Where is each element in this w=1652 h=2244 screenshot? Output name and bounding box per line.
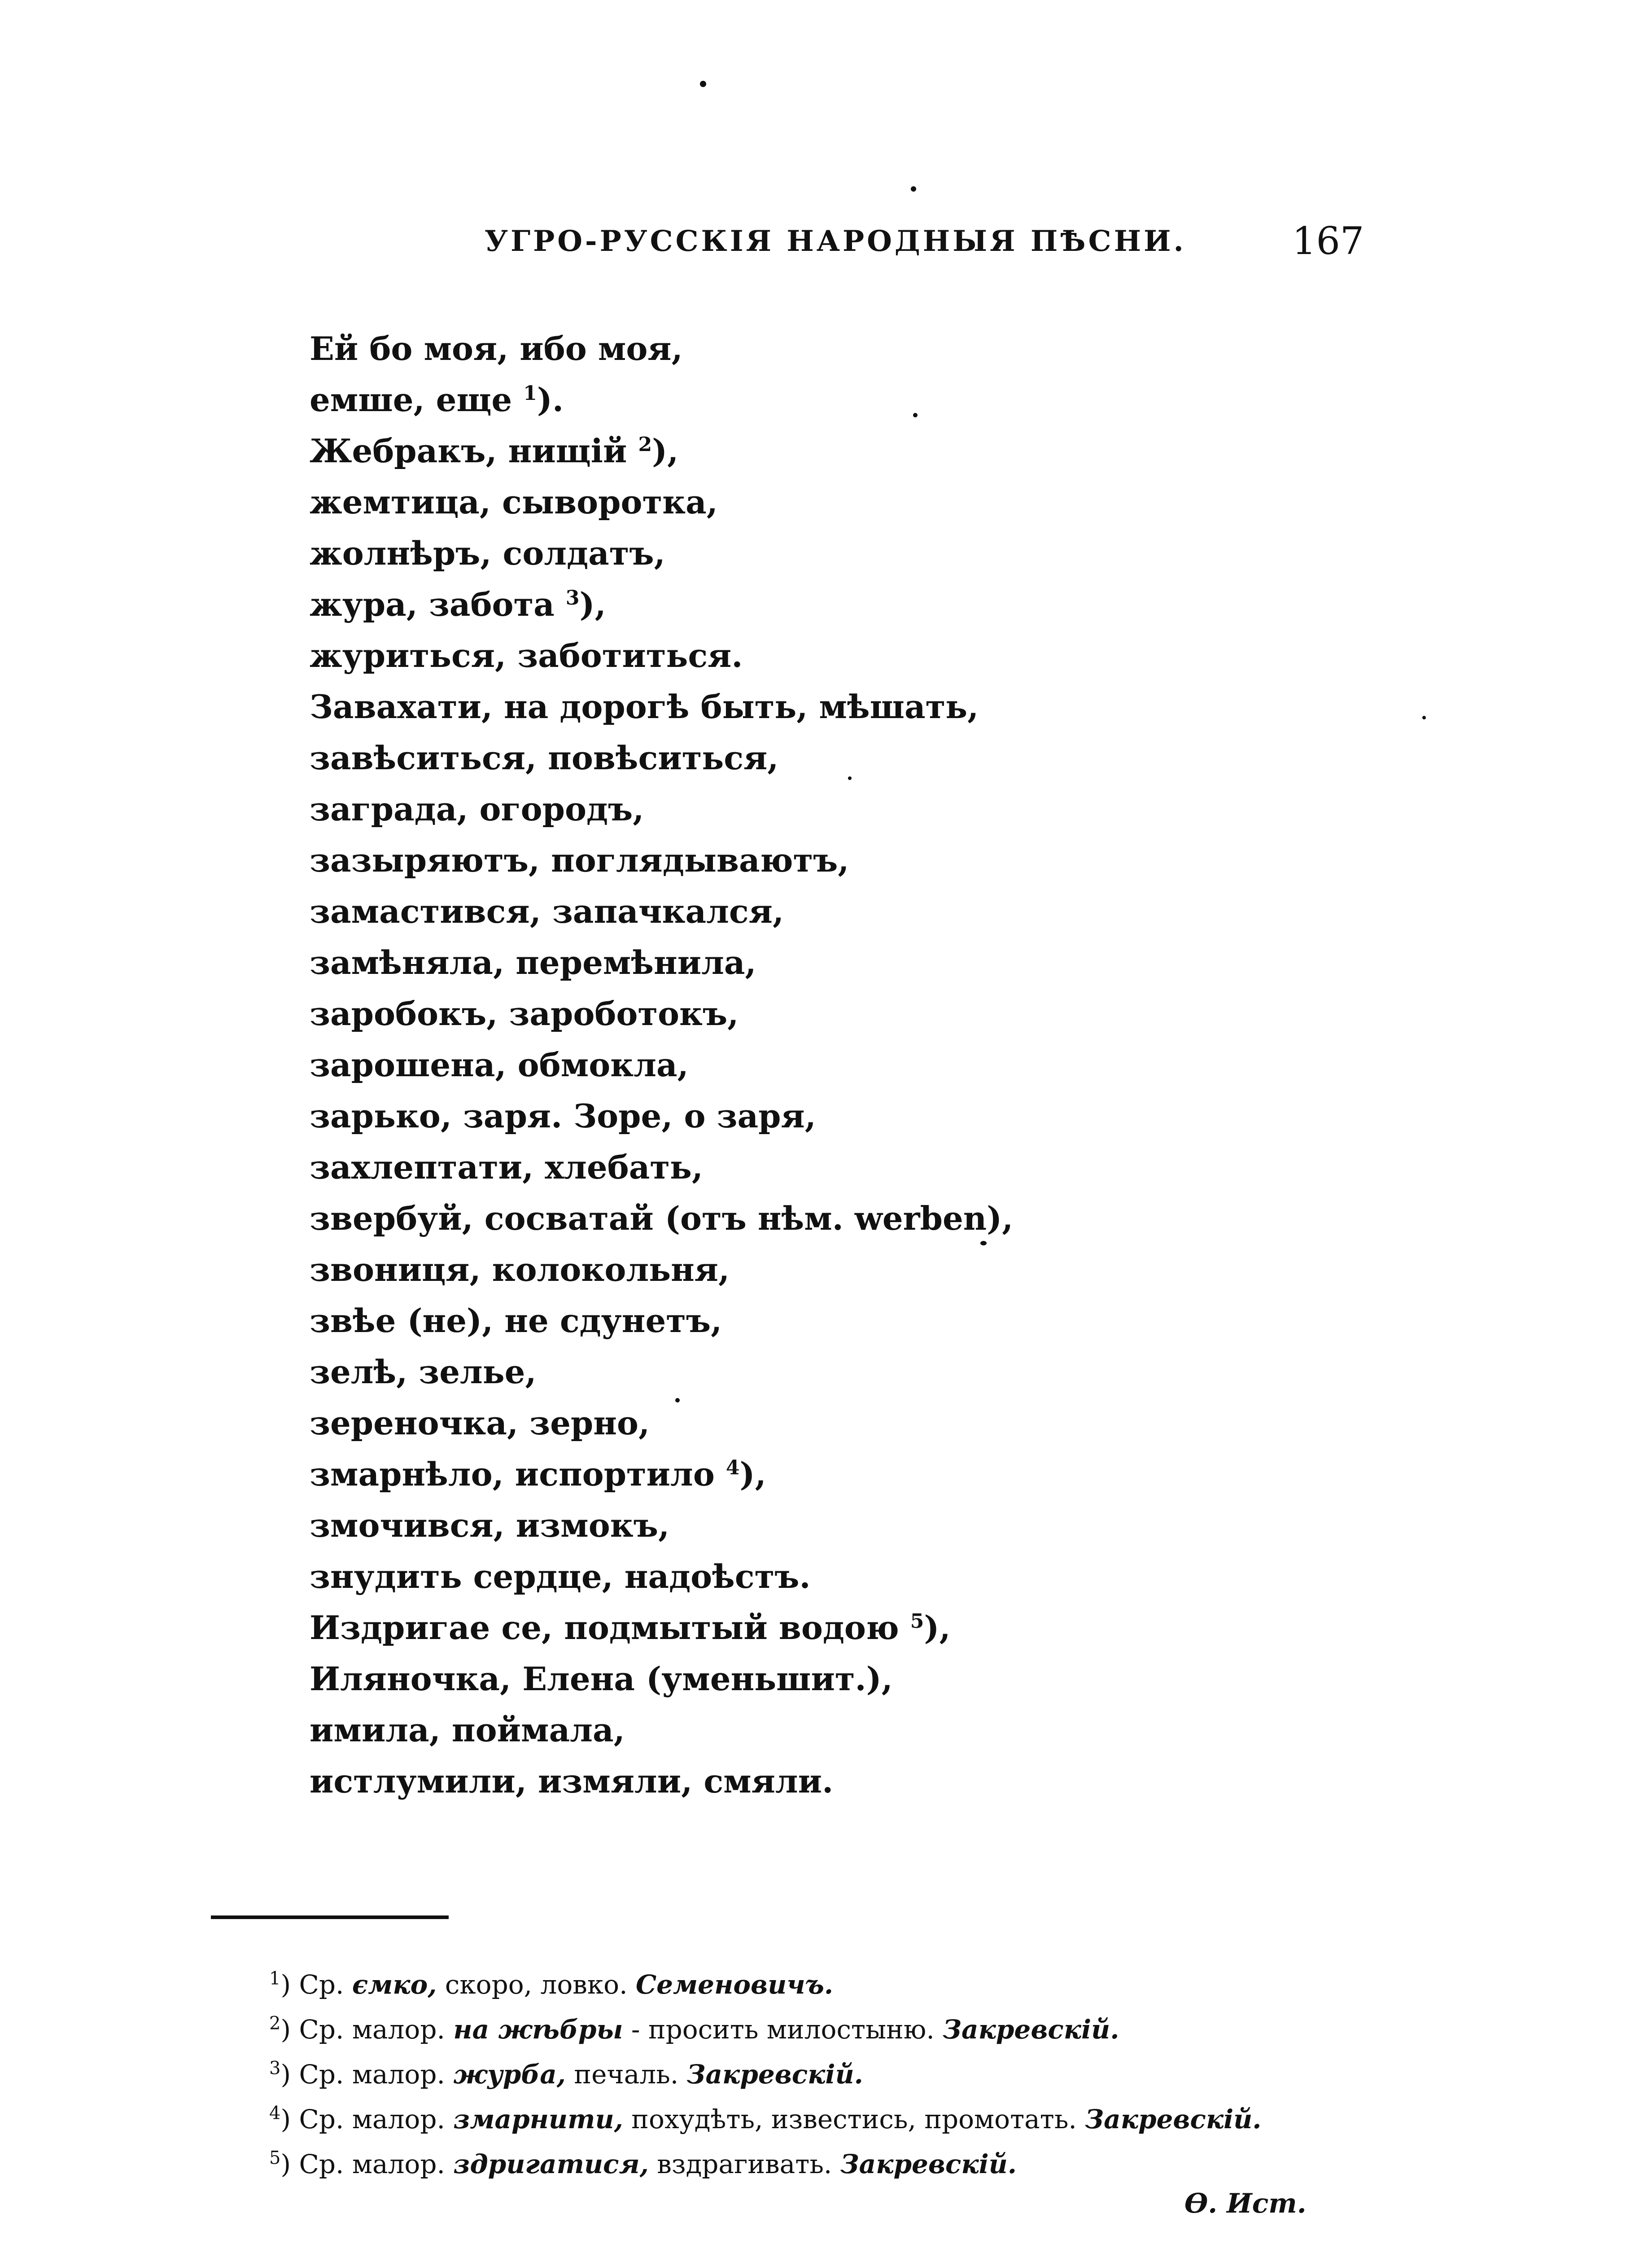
glossary-entry: зазыряютъ, поглядываютъ, [310, 841, 849, 879]
glossary-entry: замастився, запачкался, [310, 892, 784, 930]
glossary-entry: знудить сердце, надоѣстъ. [310, 1557, 811, 1595]
footnote: $^4$) Ср. малор. змарнити, похудѣть, известись, промотать. Закревскій. [269, 2103, 1262, 2134]
glossary-entry: истлумили, измяли, смяли. [310, 1762, 834, 1800]
glossary-entry: зелѣ, зелье, [310, 1353, 537, 1391]
scan-speck [911, 186, 916, 192]
glossary-entry: Жебракъ, нищій $^2$), [310, 432, 679, 470]
glossary-entry: завѣситься, повѣситься, [310, 739, 779, 777]
glossary-entry: емше, еще $^1$). [310, 381, 564, 419]
glossary-entry: жолнѣръ, солдатъ, [310, 534, 665, 572]
scan-speck [913, 413, 918, 417]
glossary-entry: жемтица, сыворотка, [310, 483, 718, 521]
footnote-ref: 2 [638, 433, 652, 456]
glossary-entry: заграда, огородъ, [310, 790, 644, 828]
glossary-entry: журиться, заботиться. [310, 636, 743, 675]
scan-speck [1422, 716, 1426, 719]
scan-speck [700, 81, 706, 87]
glossary-entry: зереночка, зерно, [310, 1404, 650, 1442]
glossary-entry: зарько, заря. Зоре, о заря, [310, 1097, 816, 1135]
glossary-entry: заробокъ, зароботокъ, [310, 995, 739, 1033]
footnote: $^2$) Ср. малор. на жѣбры - просить милостыню. Закревскій. [269, 2013, 1119, 2045]
glossary-entry: звербуй, сосватай (отъ нѣм. werben), [310, 1199, 1014, 1237]
glossary-entry: змарнѣло, испортило $^4$), [310, 1455, 766, 1493]
glossary-entry: змочився, измокъ, [310, 1506, 670, 1544]
footnote-ref: 4 [725, 1456, 740, 1479]
glossary-entry: жура, забота $^3$), [310, 585, 606, 623]
scan-speck [980, 1241, 987, 1245]
scan-speck [848, 776, 852, 780]
footnote-divider [211, 1915, 449, 1919]
footnote-ref: 3 [565, 587, 580, 609]
glossary-entry: звониця, колокольня, [310, 1250, 730, 1289]
glossary-entry: замѣняла, перемѣнила, [310, 943, 756, 982]
glossary-entry: зарошена, обмокла, [310, 1046, 689, 1084]
glossary-entry: Иляночка, Елена (уменьшит.), [310, 1660, 893, 1698]
glossary-entry: имила, поймала, [310, 1711, 625, 1749]
footnote: $^1$) Ср. ємко, скоро, ловко. Семеновичъ. [269, 1968, 834, 2000]
footnote-ref: 1 [523, 382, 537, 405]
signature: Ѳ. Ист. [1184, 2188, 1307, 2219]
glossary-entry: Завахати, на дорогѣ быть, мѣшать, [310, 688, 979, 726]
running-head: УГРО-РУССКІЯ НАРОДНЫЯ ПѢСНИ. [485, 224, 1186, 258]
glossary-entry: Издригае се, подмытый водою $^5$), [310, 1608, 951, 1647]
glossary-entry: захлептати, хлебать, [310, 1148, 703, 1186]
glossary-entry: звѣе (не), не сдунетъ, [310, 1302, 722, 1340]
footnote: $^5$) Ср. малор. здригатися, вздрагивать. Закревскій. [269, 2148, 1017, 2179]
footnote: $^3$) Ср. малор. журба, печаль. Закревскій. [269, 2058, 863, 2090]
footnotes [269, 1962, 1481, 2187]
footnote-ref: 5 [910, 1610, 924, 1633]
glossary-entry: Ей бо моя, ибо моя, [310, 329, 683, 368]
page-number: 167 [1292, 219, 1364, 263]
scan-speck [675, 1398, 680, 1402]
glossary-list [310, 323, 1476, 1807]
